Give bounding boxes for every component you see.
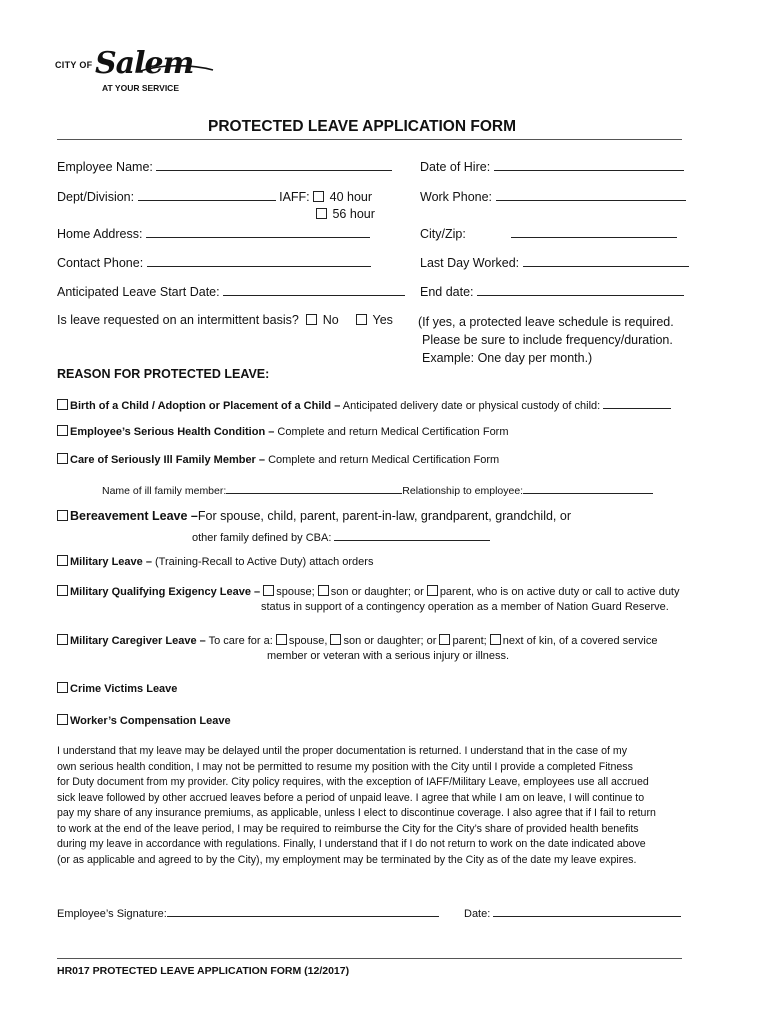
work-phone-row	[420, 188, 686, 204]
birth-text: Anticipated delivery date or physical custody of child:	[342, 400, 601, 412]
intermittent-yes-checkbox[interactable]	[356, 314, 367, 325]
end-date-label: End date:	[420, 285, 474, 299]
reason-serious-health	[57, 425, 509, 438]
reason-caregiver	[57, 634, 657, 647]
bereavement-checkbox[interactable]	[57, 510, 68, 521]
family-member-checkbox[interactable]	[57, 453, 68, 464]
workers-comp-checkbox[interactable]	[57, 714, 68, 725]
logo-city-of: CITY OF	[55, 60, 93, 70]
ill-member-row	[102, 481, 653, 497]
statement-paragraph	[57, 744, 717, 868]
exigency-spouse-checkbox[interactable]	[263, 585, 274, 596]
bereavement-title: Bereavement Leave –	[70, 509, 198, 523]
intermittent-note-2: Please be sure to include frequency/duration.	[422, 333, 673, 347]
last-day-field[interactable]	[523, 254, 689, 267]
footer-text: HR017 PROTECTED LEAVE APPLICATION FORM (12/2017)	[57, 965, 350, 977]
last-day-row	[420, 254, 689, 270]
city-zip-label: City/Zip:	[420, 227, 466, 241]
home-address-label: Home Address:	[57, 227, 143, 241]
intermittent-no-label: No	[322, 313, 339, 327]
caregiver-kin-label: next of kin, of a covered service	[502, 635, 658, 647]
exigency-parent-checkbox[interactable]	[427, 585, 438, 596]
employee-name-field[interactable]	[156, 158, 392, 171]
title-divider	[57, 139, 682, 140]
exigency-son-label: son or daughter; or	[330, 586, 424, 598]
bereavement-cba-field[interactable]	[334, 528, 490, 541]
relationship-field[interactable]	[523, 481, 653, 494]
exigency-checkbox[interactable]	[57, 585, 68, 596]
intermittent-note-3: Example: One day per month.)	[422, 351, 593, 365]
statement-line: I understand that my leave may be delayed until the proper documentation is returned. I understand that in the case of my	[57, 745, 628, 757]
signature-date-label: Date:	[464, 908, 491, 920]
reason-family-member	[57, 453, 499, 466]
signature-row	[57, 904, 439, 920]
statement-line: to work at the end of the leave period, I may be required to reimburse the City for the City’s share of provided health benefits	[57, 822, 639, 835]
caregiver-spouse-checkbox[interactable]	[276, 634, 287, 645]
caregiver-kin-checkbox[interactable]	[490, 634, 501, 645]
signature-field[interactable]	[167, 904, 439, 917]
end-date-field[interactable]	[477, 283, 684, 296]
birth-checkbox[interactable]	[57, 399, 68, 410]
end-date-row	[420, 283, 684, 299]
form-title: PROTECTED LEAVE APPLICATION FORM	[208, 118, 516, 135]
statement-line: (or as applicable and agreed to by the City), my employment may be terminated by the City as of the date my leave expires.	[57, 853, 637, 866]
caregiver-parent-checkbox[interactable]	[439, 634, 450, 645]
statement-line: for Duty document from my provider. City policy requires, with the exception of IAFF/Military Leave, employees use all accrued	[57, 776, 649, 788]
ill-member-label: Name of ill family member:	[102, 485, 227, 497]
military-checkbox[interactable]	[57, 555, 68, 566]
exigency-son-checkbox[interactable]	[318, 585, 329, 596]
exigency-spouse-label: spouse;	[276, 586, 315, 598]
home-address-row	[57, 225, 370, 241]
footer-divider	[57, 958, 682, 959]
iaff-label: IAFF:	[279, 190, 310, 204]
caregiver-parent-label: parent;	[452, 635, 487, 647]
military-title: Military Leave –	[70, 556, 152, 568]
dept-row	[57, 188, 372, 204]
leave-start-label: Anticipated Leave Start Date:	[57, 285, 220, 299]
intermittent-question: Is leave requested on an intermittent basis?	[57, 313, 299, 327]
iaff-40-checkbox[interactable]	[313, 191, 324, 202]
statement-line: sick leave followed by other accrued leaves before a period of unpaid leave. I agree that while I am on leave, I will continue to	[57, 791, 645, 804]
reason-military	[57, 555, 373, 568]
caregiver-checkbox[interactable]	[57, 634, 68, 645]
intermittent-yes-label: Yes	[372, 313, 393, 327]
dept-field[interactable]	[138, 188, 276, 201]
caregiver-spouse-label: spouse,	[288, 635, 328, 647]
reason-crime-victims	[57, 682, 177, 695]
reason-bereavement	[57, 509, 571, 523]
employee-name-label: Employee Name:	[57, 160, 153, 174]
logo-salem: Salem	[95, 46, 194, 81]
statement-line: during my leave in accordance with regulations. Finally, I understand that if I do not return to work on the date indicated above	[57, 838, 646, 850]
iaff-56-row	[316, 207, 375, 221]
home-address-field[interactable]	[146, 225, 370, 238]
iaff-56-checkbox[interactable]	[316, 208, 327, 219]
caregiver-text2: member or veteran with a serious injury or illness.	[267, 650, 510, 662]
logo-tagline: AT YOUR SERVICE	[102, 83, 179, 93]
workers-comp-title: Worker’s Compensation Leave	[70, 715, 231, 727]
logo-swoosh	[135, 62, 215, 76]
dept-label: Dept/Division:	[57, 190, 135, 204]
crime-victims-checkbox[interactable]	[57, 682, 68, 693]
date-of-hire-field[interactable]	[494, 158, 684, 171]
birth-title: Birth of a Child / Adoption or Placement of a Child –	[70, 400, 341, 412]
crime-victims-title: Crime Victims Leave	[70, 683, 178, 695]
reason-exigency	[57, 585, 680, 598]
contact-phone-row	[57, 254, 371, 270]
bereavement-cba-label: other family defined by CBA:	[192, 532, 332, 544]
leave-start-field[interactable]	[223, 283, 405, 296]
city-logo	[55, 46, 215, 94]
serious-health-text: Complete and return Medical Certification Form	[277, 426, 509, 438]
serious-health-checkbox[interactable]	[57, 425, 68, 436]
caregiver-title: Military Caregiver Leave –	[70, 635, 206, 647]
caregiver-lead: To care for a:	[208, 635, 273, 647]
relationship-label: Relationship to employee:	[402, 485, 524, 497]
date-of-hire-row	[420, 158, 684, 174]
leave-start-row	[57, 283, 405, 299]
intermittent-note-1: (If yes, a protected leave schedule is required.	[418, 315, 674, 329]
military-text: (Training-Recall to Active Duty) attach orders	[155, 556, 374, 568]
bereavement-text: For spouse, child, parent, parent-in-law, grandparent, grandchild, or	[197, 509, 571, 523]
city-zip-field[interactable]	[511, 225, 677, 238]
last-day-label: Last Day Worked:	[420, 256, 520, 270]
signature-date-row	[464, 904, 681, 920]
contact-phone-label: Contact Phone:	[57, 256, 144, 270]
reason-heading: REASON FOR PROTECTED LEAVE:	[57, 367, 270, 381]
work-phone-field[interactable]	[496, 188, 686, 201]
reason-birth	[57, 396, 671, 412]
date-of-hire-label: Date of Hire:	[420, 160, 491, 174]
bereavement-cba-row	[192, 528, 490, 544]
reason-workers-comp	[57, 714, 231, 727]
signature-date-field[interactable]	[493, 904, 681, 917]
iaff-56-label: 56 hour	[332, 207, 375, 221]
city-zip-row	[420, 225, 677, 241]
birth-date-field[interactable]	[603, 396, 671, 409]
work-phone-label: Work Phone:	[420, 190, 493, 204]
intermittent-no-checkbox[interactable]	[306, 314, 317, 325]
statement-line: own serious health condition, I may not be permitted to resume my position with the City until I provide a completed Fitness	[57, 760, 633, 773]
exigency-text2: status in support of a contingency operation as a member of Nation Guard Reserve.	[261, 601, 669, 613]
iaff-40-label: 40 hour	[329, 190, 373, 204]
caregiver-son-checkbox[interactable]	[330, 634, 341, 645]
intermittent-note	[418, 313, 674, 367]
contact-phone-field[interactable]	[147, 254, 371, 267]
exigency-parent-label: parent, who is on active duty or call to active duty	[439, 586, 680, 598]
ill-member-field[interactable]	[226, 481, 402, 494]
statement-line: pay my share of any insurance premiums, as applicable, unless I elect to discontinue coverage. I also agree that if I fail to return	[57, 807, 656, 819]
family-member-text: Complete and return Medical Certification Form	[268, 454, 500, 466]
serious-health-title: Employee’s Serious Health Condition –	[70, 426, 275, 438]
employee-name-row	[57, 158, 392, 174]
caregiver-son-label: son or daughter; or	[343, 635, 437, 647]
exigency-title: Military Qualifying Exigency Leave –	[70, 586, 261, 598]
signature-label: Employee’s Signature:	[57, 908, 167, 920]
intermittent-row	[57, 313, 393, 327]
family-member-title: Care of Seriously Ill Family Member –	[70, 454, 266, 466]
